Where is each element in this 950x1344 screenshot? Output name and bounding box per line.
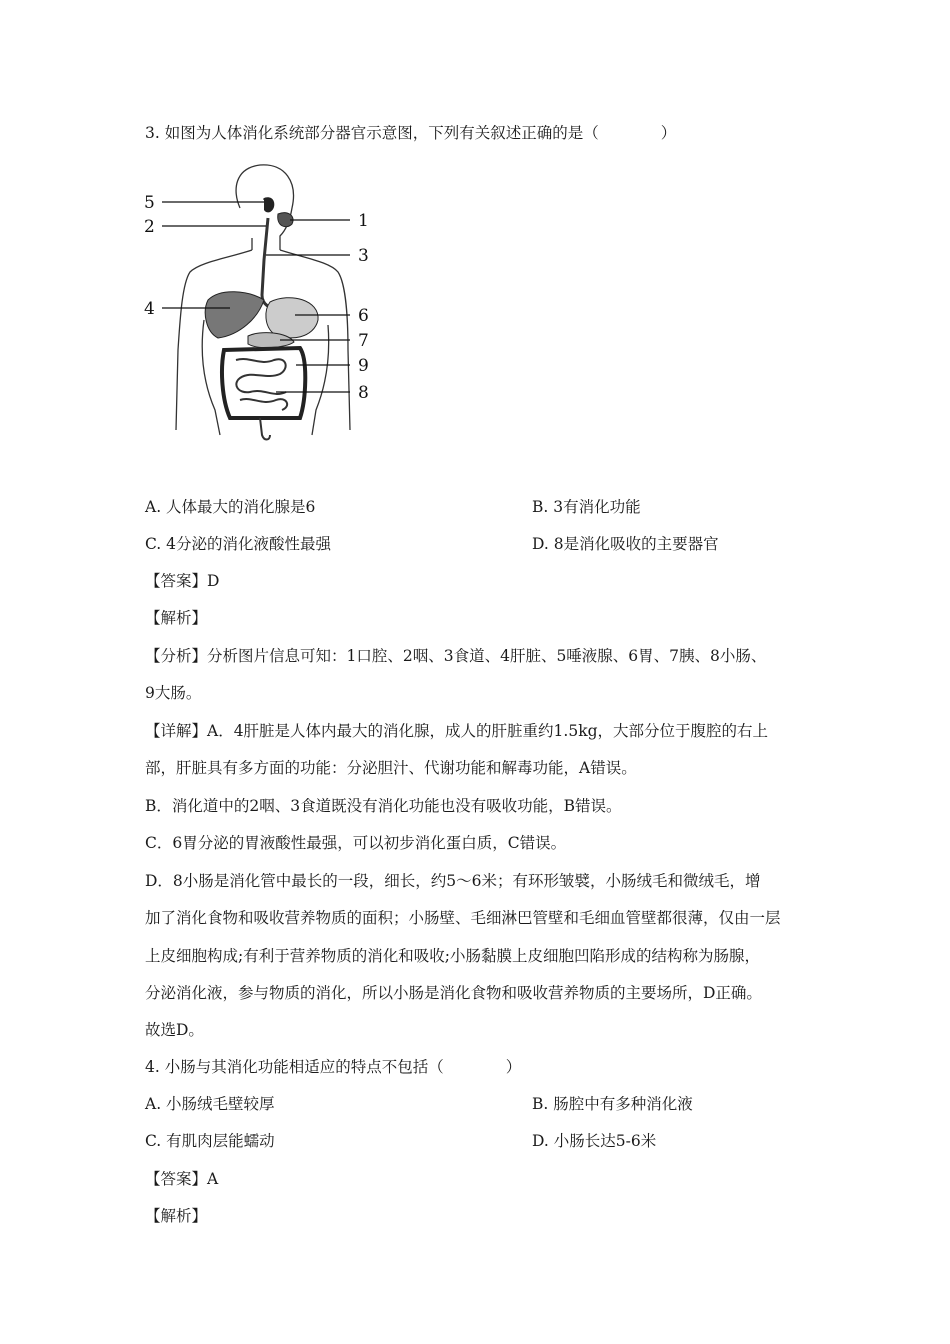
q3-detail-line: 上皮细胞构成;有利于营养物质的消化和吸收;小肠黏膜上皮细胞凹陷形成的结构称为肠腺， <box>145 947 760 965</box>
q3-detail-line: 分泌消化液，参与物质的消化，所以小肠是消化食物和吸收营养物质的主要场所，D正确。 <box>145 984 762 1002</box>
figure-label: 1 <box>358 211 369 231</box>
q4-option-d: D. 小肠长达5-6米 <box>532 1132 657 1150</box>
figure-label: 3 <box>358 246 369 266</box>
q3-detail-line: 加了消化食物和吸收营养物质的面积；小肠壁、毛细淋巴管壁和毛细血管壁都很薄，仅由一层 <box>145 909 781 927</box>
q3-detail-line: D．8小肠是消化管中最长的一段，细长，约5～6米；有环形皱襞，小肠绒毛和微绒毛，增 <box>145 872 761 890</box>
q4-analysis-title: 【解析】 <box>145 1207 208 1225</box>
figure-label: 4 <box>144 299 155 319</box>
q3-option-b: B. 3有消化功能 <box>532 498 641 516</box>
q3-option-d: D. 8是消化吸收的主要器官 <box>532 535 719 553</box>
q3-answer: 【答案】D <box>145 572 220 590</box>
q4-option-b: B. 肠腔中有多种消化液 <box>532 1095 693 1113</box>
q3-option-c: C. 4分泌的消化液酸性最强 <box>145 535 332 553</box>
q3-analysis-title: 【解析】 <box>145 609 208 627</box>
q4-answer: 【答案】A <box>145 1170 219 1188</box>
q3-detail-line: B．消化道中的2咽、3食道既没有消化功能也没有吸收功能，B错误。 <box>145 797 622 815</box>
q4-option-a: A. 小肠绒毛壁较厚 <box>145 1095 275 1113</box>
q3-detail-line: C．6胃分泌的胃液酸性最强，可以初步消化蛋白质，C错误。 <box>145 834 567 852</box>
q4-option-c: C. 有肌肉层能蠕动 <box>145 1132 275 1150</box>
figure-label: 6 <box>358 306 369 326</box>
q3-detail-line: 部，肝脏具有多方面的功能：分泌胆汁、代谢功能和解毒功能，A错误。 <box>145 759 637 777</box>
figure-label: 8 <box>358 383 369 403</box>
figure-label: 5 <box>144 193 155 213</box>
digestive-system-figure <box>140 160 390 445</box>
q3-detail-line: 故选D。 <box>145 1021 204 1039</box>
q3-question: 3. 如图为人体消化系统部分器官示意图，下列有关叙述正确的是（ ） <box>145 124 677 142</box>
q3-analysis-line: 【分析】分析图片信息可知：1口腔、2咽、3食道、4肝脏、5唾液腺、6胃、7胰、8小肠、 <box>145 647 767 665</box>
q3-analysis-line: 9大肠。 <box>145 684 202 702</box>
q3-option-a: A. 人体最大的消化腺是6 <box>145 498 316 516</box>
figure-label: 7 <box>358 331 369 351</box>
q3-detail-line: 【详解】A．4肝脏是人体内最大的消化腺，成人的肝脏重约1.5kg，大部分位于腹腔的右上 <box>145 722 769 740</box>
figure-label: 9 <box>358 356 369 376</box>
q4-question: 4. 小肠与其消化功能相适应的特点不包括（ ） <box>145 1058 522 1076</box>
figure-label: 2 <box>144 217 155 237</box>
